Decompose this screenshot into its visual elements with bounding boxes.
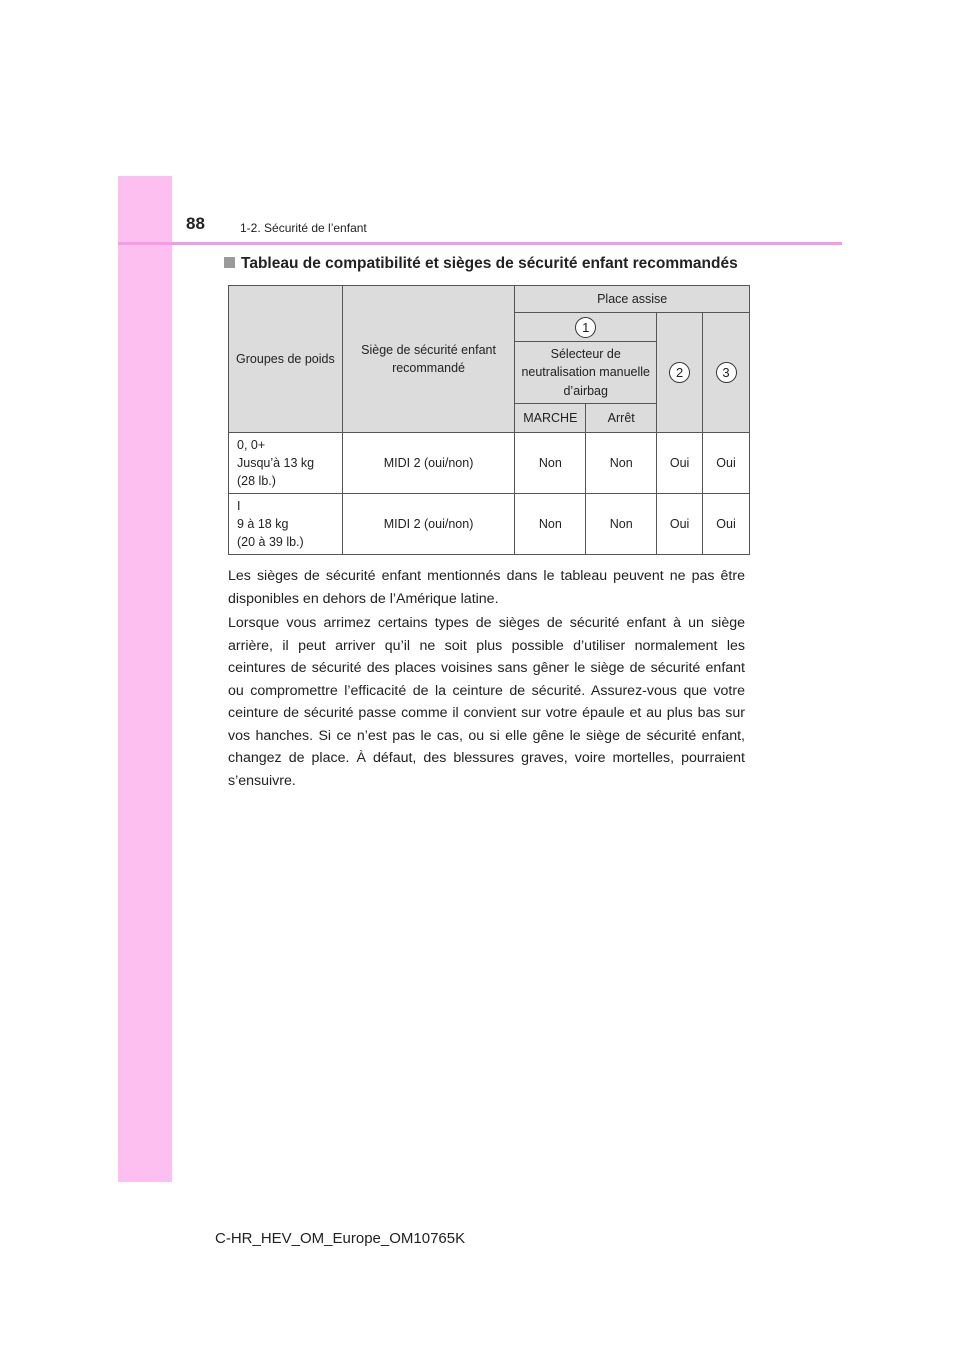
table-row [229,494,750,555]
page-number: 88 [186,214,205,233]
header-switch-off: Arrêt [586,404,657,433]
cell-weight-group [229,494,343,555]
table-row [229,433,750,494]
cell-weight-group [229,433,343,494]
header-seating-position: Place assise [515,286,750,313]
weight-group-line: I [237,498,241,513]
header-switch-on: MARCHE [515,404,586,433]
header-recommended-seat: Siège de sécurité enfant recommandé [342,286,515,433]
document-footer: C-HR_HEV_OM_Europe_OM10765K [215,1230,466,1247]
table-heading [224,255,738,273]
header-weight-group: Groupes de poids [229,286,343,433]
seatbelt-warning-text: Lorsque vous arrimez certains types de sièges de sécurité enfant à un siège arrière, il peut arriver qu’il ne soit plus possible d’utiliser normalement les ceintures de sécurité des places voisines sans gêner le siège de sécurité enfant ou compromettre l’efficacité de la ceinture de sécurité. Assurez-vous que votre ceinture de sécurité passe comme il convient sur votre épaule et au plus bas sur vos hanches. Si ce n’est pas le cas, ou si elle gêne le siège de sécurité enfant, changez de place. À défaut, des blessures graves, voire mortelles, pourraient s’ensuivre. [228,615,745,789]
position-1-badge: 1 [575,317,596,338]
compatibility-table [228,285,750,555]
section-sidebar-tab [118,176,172,1182]
cell-switch-off: Non [586,494,657,555]
cell-position-3: Oui [703,494,750,555]
square-bullet-icon [224,257,235,268]
cell-position-2: Oui [657,494,703,555]
cell-seat: MIDI 2 (oui/non) [342,433,515,494]
cell-position-3: Oui [703,433,750,494]
table-heading-text: Tableau de compatibilité et sièges de sécurité enfant recommandés [241,255,738,272]
cell-switch-on: Non [515,433,586,494]
section-title: 1-2. Sécurité de l’enfant [240,221,367,235]
cell-seat: MIDI 2 (oui/non) [342,494,515,555]
header-position-2 [657,313,703,433]
cell-switch-on: Non [515,494,586,555]
header-position-3 [703,313,750,433]
position-3-badge: 3 [716,362,737,383]
cell-switch-off: Non [586,433,657,494]
availability-note: Les sièges de sécurité enfant mentionnés dans le tableau peuvent ne pas être disponibles en dehors de l’Amérique latine. [228,568,745,607]
position-2-badge: 2 [669,362,690,383]
weight-group-line: 9 à 18 kg [237,516,289,531]
weight-group-line: Jusqu’à 13 kg [237,455,315,470]
header-divider [118,242,842,245]
weight-group-line: (28 lb.) [237,474,276,489]
header-airbag-switch: Sélecteur de neutralisation manuelle d’airbag [515,342,657,404]
header-position-1 [515,313,657,342]
cell-position-2: Oui [657,433,703,494]
weight-group-line: 0, 0+ [237,437,266,452]
weight-group-line: (20 à 39 lb.) [237,535,304,550]
